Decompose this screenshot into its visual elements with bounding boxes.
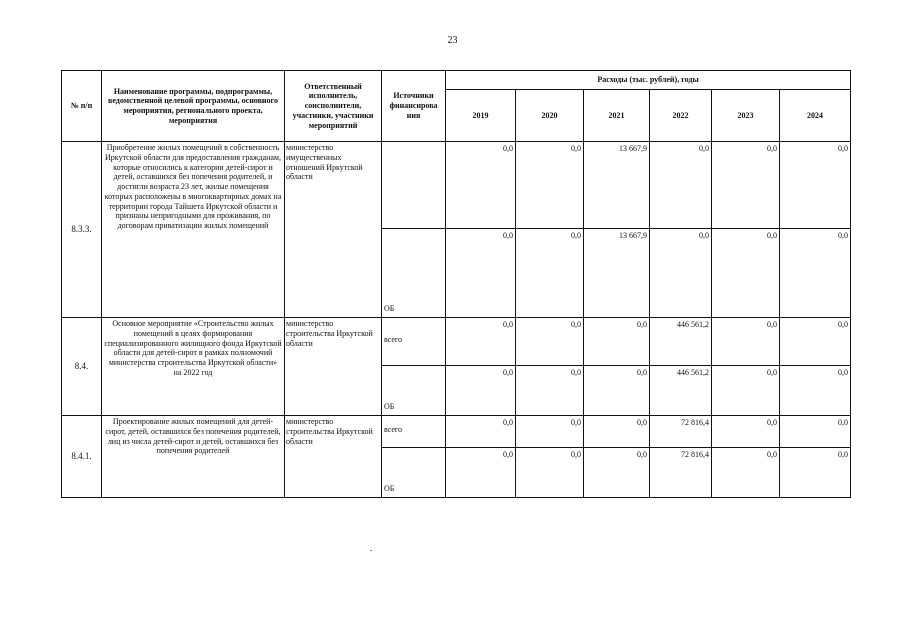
row-source: ОБ [382,448,446,498]
value-cell: 0,0 [780,448,851,498]
value-cell: 0,0 [446,416,516,448]
value-cell: 0,0 [712,318,780,366]
value-cell: 0,0 [446,366,516,416]
scan-speck [370,550,372,551]
value-cell: 0,0 [780,318,851,366]
value-cell: 0,0 [516,366,584,416]
row-responsible: министерство имущественных отношений Иркутской области [285,142,382,318]
row-source: всего [382,416,446,448]
value-cell: 0,0 [516,318,584,366]
row-name: Основное мероприятие «Строительство жилых помещений в целях формирования специализированного жилищного фонда Иркутской области для детей-сирот в рамках полномочий министерства строительства Иркутской области» на 2022 год [102,318,285,416]
header-year: 2020 [516,90,584,142]
header-year: 2023 [712,90,780,142]
value-cell: 0,0 [516,416,584,448]
value-cell: 446 561,2 [650,318,712,366]
value-cell: 0,0 [446,142,516,229]
value-cell: 0,0 [712,229,780,318]
value-cell: 0,0 [780,142,851,229]
header-year: 2021 [584,90,650,142]
value-cell: 0,0 [780,416,851,448]
value-cell: 13 667,9 [584,229,650,318]
value-cell: 0,0 [780,366,851,416]
row-code: 8.3.3. [62,142,102,318]
header-name: Наименование программы, подпрограммы, ведомственной целевой программы, основного мероприятия, регионального проекта, мероприятия [102,71,285,142]
value-cell: 13 667,9 [584,142,650,229]
table-row [62,416,851,448]
row-name: Приобретение жилых помещений в собственность Иркутской области для предоставления гражданам, которые относились к категории детей-сирот и детей, оставшихся без попечения родителей, и достигли возраста 23 лет, жилые помещения которых расположены в многоквартирных домах на территории города Тайшета Иркутской области и признаны непригодными для проживания, по договорам приватизации жилых помещений [102,142,285,318]
value-cell: 0,0 [516,142,584,229]
value-cell: 0,0 [712,416,780,448]
value-cell: 0,0 [584,416,650,448]
header-year: 2022 [650,90,712,142]
value-cell: 0,0 [650,142,712,229]
value-cell: 0,0 [780,229,851,318]
table-row [62,142,851,229]
row-responsible: министерство строительства Иркутской области [285,416,382,498]
header-expenses: Расходы (тыс. рублей), годы [446,71,851,90]
row-name: Проектирование жилых помещений для детей-сирот, детей, оставшихся без попечения родителей, лиц из числа детей-сирот и детей, оставшихся без попечения родителей [102,416,285,498]
value-cell: 0,0 [712,366,780,416]
value-cell: 72 816,4 [650,448,712,498]
page-number: 23 [447,35,458,46]
row-source: ОБ [382,229,446,318]
value-cell: 446 561,2 [650,366,712,416]
value-cell: 0,0 [650,229,712,318]
value-cell: 0,0 [446,229,516,318]
value-cell: 0,0 [712,142,780,229]
row-source [382,142,446,229]
row-code: 8.4.1. [62,416,102,498]
header-responsible: Ответственный исполнитель, соисполнители, участники, участники мероприятий [285,71,382,142]
row-responsible: министерство строительства Иркутской области [285,318,382,416]
value-cell: 72 816,4 [650,416,712,448]
header-year: 2019 [446,90,516,142]
header-num: № п/п [62,71,102,142]
row-source: всего [382,318,446,366]
table-row [62,318,851,366]
value-cell: 0,0 [446,318,516,366]
row-source: ОБ [382,366,446,416]
value-cell: 0,0 [584,318,650,366]
value-cell: 0,0 [584,366,650,416]
value-cell: 0,0 [712,448,780,498]
header-year: 2024 [780,90,851,142]
value-cell: 0,0 [584,448,650,498]
value-cell: 0,0 [516,448,584,498]
budget-table [61,70,851,498]
value-cell: 0,0 [516,229,584,318]
header-sources: Источники финансирова ния [382,71,446,142]
row-code: 8.4. [62,318,102,416]
value-cell: 0,0 [446,448,516,498]
